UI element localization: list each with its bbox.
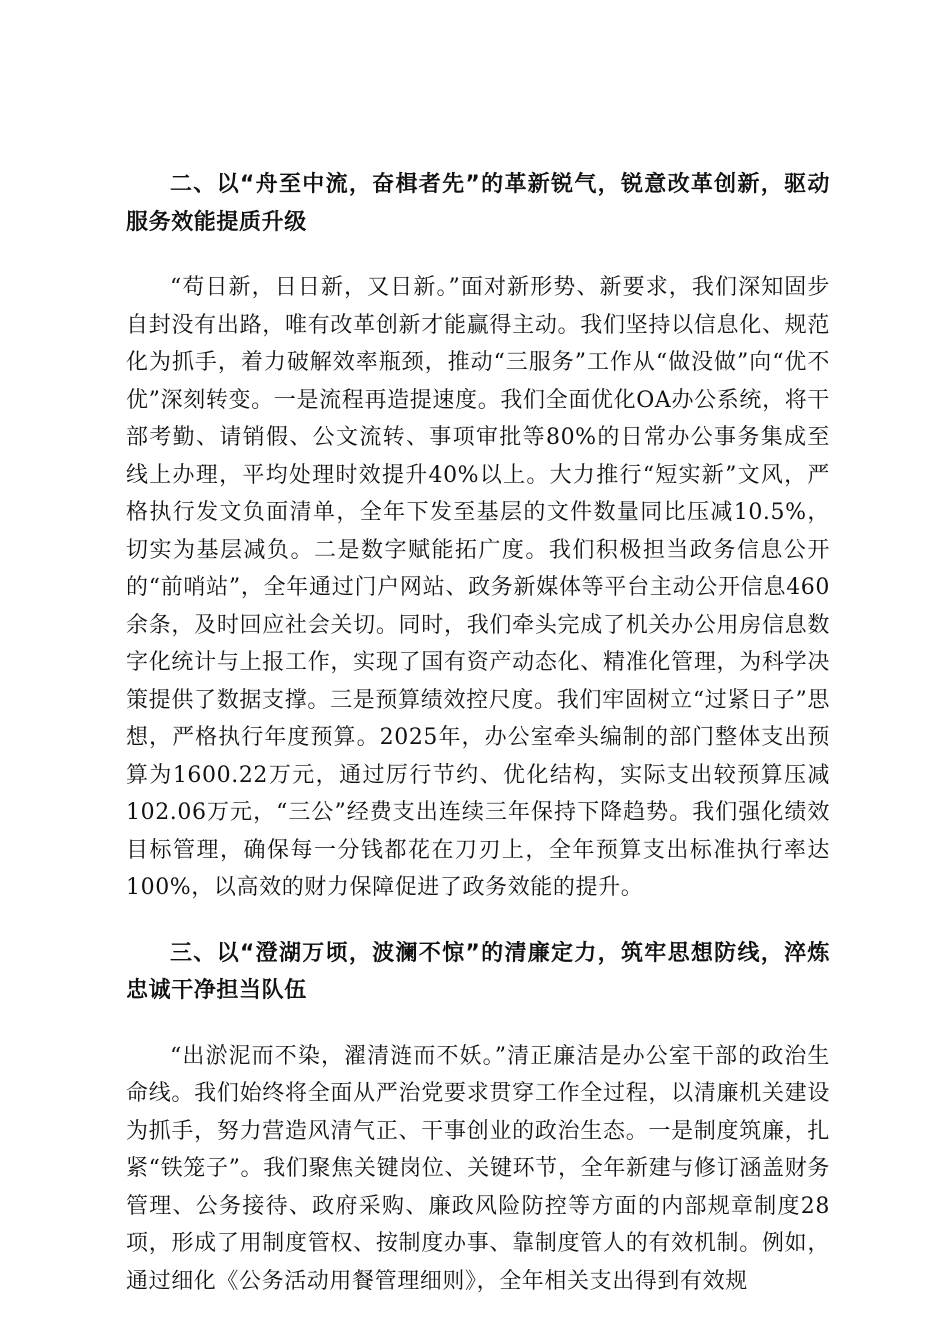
section-heading-2: 二、以“舟至中流，奋楫者先”的革新锐气，锐意改革创新，驱动服务效能提质升级 xyxy=(126,172,830,235)
section-heading-3: 三、以“澄湖万顷，波澜不惊”的清廉定力，筑牢思想防线，淬炼忠诚干净担当队伍 xyxy=(126,940,830,1003)
section-paragraph-2: “苟日新，日日新，又日新。”面对新形势、新要求，我们深知固步自封没有出路，唯有改革创新才能赢得主动。我们坚持以信息化、规范化为抓手，着力破解效率瓶颈，推动“三服务”工作从“做没做”向“优不优”深刻转变。一是流程再造提速度。我们全面优化OA办公系统，将干部考勤、请销假、公文流转、事项审批等80%的日常办公事务集成至线上办理，平均处理时效提升40%以上。大力推行“短实新”文风，严格执行发文负面清单，全年下发至基层的文件数量同比压减10.5%，切实为基层减负。二是数字赋能拓广度。我们积极担当政务信息公开的“前哨站”，全年通过门户网站、政务新媒体等平台主动公开信息460余条，及时回应社会关切。同时，我们牵头完成了机关办公用房信息数字化统计与上报工作，实现了国有资产动态化、精准化管理，为科学决策提供了数据支撑。三是预算绩效控尺度。我们牢固树立“过紧日子”思想，严格执行年度预算。2025年，办公室牵头编制的部门整体支出预算为1600.22万元，通过厉行节约、优化结构，实际支出较预算压减102.06万元，“三公”经费支出连续三年保持下降趋势。我们强化绩效目标管理，确保每一分钱都花在刀刃上，全年预算支出标准执行率达100%，以高效的财力保障促进了政务效能的提升。 xyxy=(126,275,830,900)
document-page xyxy=(126,166,830,1300)
section-paragraph-3: “出淤泥而不染，濯清涟而不妖。”清正廉洁是办公室干部的政治生命线。我们始终将全面从严治党要求贯穿工作全过程，以清廉机关建设为抓手，努力营造风清气正、干事创业的政治生态。一是制度筑廉，扎紧“铁笼子”。我们聚焦关键岗位、关键环节，全年新建与修订涵盖财务管理、公务接待、政府采购、廉政风险防控等方面的内部规章制度28项，形成了用制度管权、按制度办事、靠制度管人的有效机制。例如，通过细化《公务活动用餐管理细则》，全年相关支出得到有效规 xyxy=(126,1043,830,1294)
